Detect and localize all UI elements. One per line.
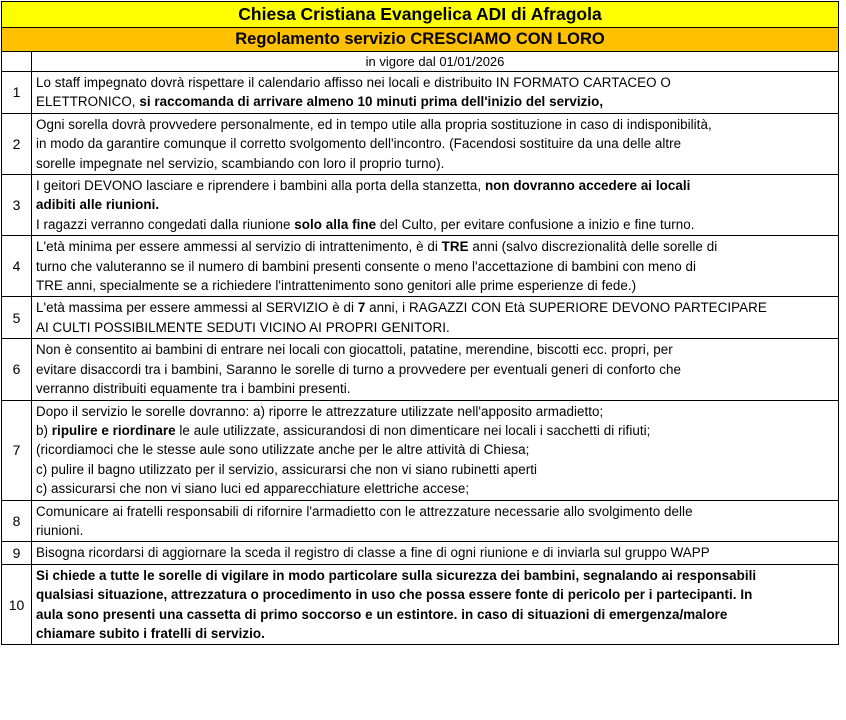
rule-number: 2 — [2, 113, 32, 174]
rule-text — [32, 72, 839, 114]
rule-row — [2, 339, 839, 400]
rule-text-bold: aula sono presenti una cassetta di primo soccorso e un estintore. in caso di situazioni di emergenza/malore — [36, 606, 728, 622]
rule-text-segment: verranno distribuiti equamente tra i bambini presenti. — [36, 381, 351, 397]
rule-text-segment: sorelle impegnate nel servizio, scambiando con loro il proprio turno). — [36, 155, 445, 171]
rule-text — [32, 564, 839, 645]
rule-text-line — [36, 460, 835, 479]
rule-text-line — [36, 585, 835, 604]
rule-text-segment: AI CULTI POSSIBILMENTE SEDUTI VICINO AI PROPRI GENITORI. — [36, 319, 450, 335]
rule-text-segment: L'età massima per essere ammessi al SERVIZIO è di — [36, 300, 358, 316]
rule-row — [2, 297, 839, 339]
rule-text-segment: Lo staff impegnato dovrà rispettare il calendario affisso nei locali e distribuito IN FORMATO CARTACEO O — [36, 75, 671, 90]
rule-text-line — [36, 298, 835, 317]
rule-text-line — [36, 605, 835, 624]
rule-text-line — [36, 257, 835, 276]
rule-number: 9 — [2, 542, 32, 564]
rule-text — [32, 400, 839, 500]
rule-row — [2, 542, 839, 564]
rule-text-line — [36, 276, 835, 295]
date-row — [2, 52, 839, 72]
rule-text-line — [36, 566, 835, 585]
rule-text-line — [36, 340, 835, 359]
rule-text-bold: si raccomanda di arrivare almeno 10 minuti prima dell'inizio del servizio, — [139, 94, 604, 110]
rule-text-line — [36, 624, 835, 643]
rule-row — [2, 564, 839, 645]
title-row — [2, 2, 839, 28]
regulation-subtitle: Regolamento servizio CRESCIAMO CON LORO — [2, 28, 839, 52]
subtitle-row — [2, 28, 839, 52]
rule-text-bold: adibiti alle riunioni. — [36, 197, 160, 213]
effective-date: in vigore dal 01/01/2026 — [32, 52, 839, 72]
rule-text-bold: qualsiasi situazione, attrezzatura o procedimento in uso che possa essere fonte di pericolo per i partecipanti. In — [36, 587, 753, 603]
regulation-document — [1, 1, 838, 645]
rule-text — [32, 175, 839, 236]
rule-text-bold: chiamare subito i fratelli di servizio. — [36, 625, 265, 641]
rule-text-line — [36, 502, 835, 521]
rule-number: 7 — [2, 400, 32, 500]
rule-number: 10 — [2, 564, 32, 645]
rule-text-segment: Non è consentito ai bambini di entrare nei locali con giocattoli, patatine, merendine, biscotti ecc. propri, per — [36, 342, 673, 358]
rule-text-segment: Bisogna ricordarsi di aggiornare la sceda il registro di classe a fine di ogni riunione e di inviarla sul gruppo WAPP — [36, 545, 710, 561]
rule-text-line — [36, 115, 835, 134]
rule-text-segment: evitare disaccordi tra i bambini, Saranno le sorelle di turno a provvedere per eventuali generi di conforto che — [36, 361, 681, 377]
rule-row — [2, 236, 839, 297]
rule-text-segment: b) — [36, 422, 52, 438]
regulation-table — [1, 1, 839, 645]
rule-text-segment: c) pulire il bagno utilizzato per il servizio, assicurarsi che non vi siano rubinetti aperti — [36, 461, 538, 477]
rule-text-segment: del Culto, per evitare confusione a inizio e fine turno. — [376, 216, 695, 232]
rule-text-line — [36, 421, 835, 440]
rule-text-line — [36, 195, 835, 214]
rule-text — [32, 542, 839, 564]
rule-text-segment: le aule utilizzate, assicurandosi di non dimenticare nei locali i sacchetti di rifiuti; — [175, 422, 651, 438]
rule-number: 8 — [2, 500, 32, 542]
rule-text-segment: I ragazzi verranno congedati dalla riunione — [36, 216, 295, 232]
rule-text-line — [36, 134, 835, 153]
rule-number: 1 — [2, 72, 32, 114]
rule-text-segment: Ogni sorella dovrà provvedere personalmente, ed in tempo utile alla propria sostituzione in caso di indisponibilità, — [36, 116, 712, 132]
rule-text-bold: non dovranno accedere ai locali — [484, 178, 691, 194]
rule-text-line — [36, 402, 835, 421]
rule-text-segment: anni (salvo discrezionalità delle sorelle di — [468, 239, 718, 255]
rule-text-segment: Comunicare ai fratelli responsabili di rifornire l'armadietto con le attrezzature necessarie allo svolgimento delle — [36, 503, 693, 519]
rule-text-line — [36, 237, 835, 256]
rule-text-segment: TRE anni, specialmente se a richiedere l'intrattenimento sono genitori alle prime esperienze di fede.) — [36, 278, 637, 294]
rule-row — [2, 500, 839, 542]
rule-text — [32, 339, 839, 400]
rule-text-segment: anni, i RAGAZZI CON Età SUPERIORE DEVONO PARTECIPARE — [365, 300, 767, 316]
rule-text-segment: c) assicurarsi che non vi siano luci ed apparecchiature elettriche accese; — [36, 481, 470, 497]
rule-text-line — [36, 215, 835, 234]
blank-cell — [2, 52, 32, 72]
rule-text-line — [36, 92, 835, 111]
rule-number: 4 — [2, 236, 32, 297]
rule-text-segment: Dopo il servizio le sorelle dovranno: a) riporre le attrezzature utilizzate nell'apposito armadietto; — [36, 403, 604, 419]
rule-row — [2, 113, 839, 174]
rule-text — [32, 297, 839, 339]
rule-text-line — [36, 360, 835, 379]
rule-text-segment: L'età minima per essere ammessi al servizio di intrattenimento, è di — [36, 239, 442, 255]
rule-text-line — [36, 521, 835, 540]
rule-number: 3 — [2, 175, 32, 236]
rule-text-segment: in modo da garantire comunque il corretto svolgomento dell'incontro. (Facendosi sostituire da una delle altre — [36, 136, 682, 152]
rule-text-line — [36, 543, 835, 562]
rule-text-line — [36, 154, 835, 173]
rule-text — [32, 236, 839, 297]
rule-text-segment: turno che valuteranno se il numero di bambini presenti consente o meno l'accettazione di bambini con meno di — [36, 258, 697, 274]
rule-text-segment: (ricordiamoci che le stesse aule sono utilizzate anche per le altre attività di Chiesa; — [36, 442, 530, 458]
rule-text-line — [36, 318, 835, 337]
rule-row — [2, 72, 839, 114]
rule-text-segment: riunioni. — [36, 522, 84, 538]
rule-text-segment: I geitori DEVONO lasciare e riprendere i bambini alla porta della stanzetta, — [36, 178, 485, 194]
rule-row — [2, 400, 839, 500]
rule-text-line — [36, 176, 835, 195]
rule-text — [32, 500, 839, 542]
rule-text-bold: TRE — [441, 239, 469, 255]
rule-text-line — [36, 440, 835, 459]
rule-text-line — [36, 479, 835, 498]
rule-text-segment: ELETTRONICO, — [36, 94, 140, 110]
rule-text-bold: ripulire e riordinare — [51, 422, 176, 438]
rule-text-line — [36, 379, 835, 398]
rule-number: 6 — [2, 339, 32, 400]
rule-text — [32, 113, 839, 174]
rule-number: 5 — [2, 297, 32, 339]
rule-text-bold: Si chiede a tutte le sorelle di vigilare in modo particolare sulla sicurezza dei bambini, segnalando ai responsabili — [36, 567, 757, 583]
rule-text-bold: solo alla fine — [294, 216, 377, 232]
rule-row — [2, 175, 839, 236]
church-title: Chiesa Cristiana Evangelica ADI di Afragola — [2, 2, 839, 28]
rule-text-bold: 7 — [357, 300, 366, 316]
rule-text-line — [36, 73, 835, 92]
